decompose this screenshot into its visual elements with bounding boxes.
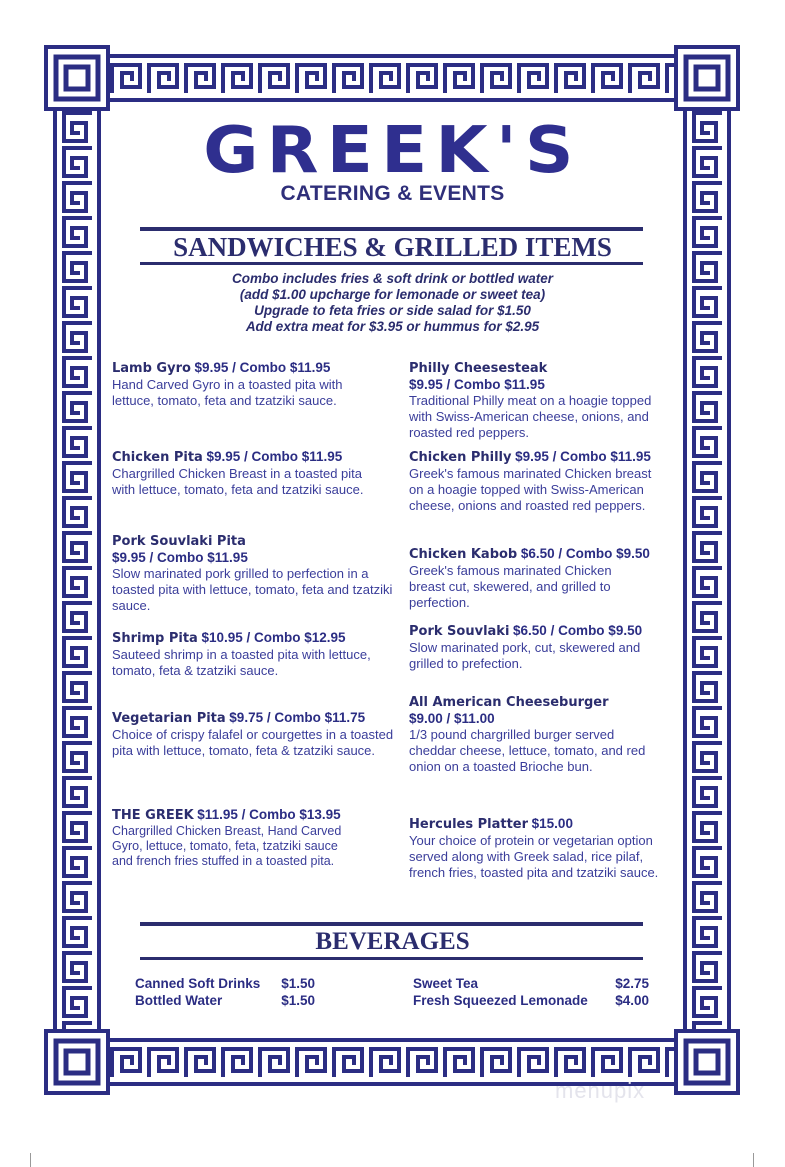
beverage-row xyxy=(135,975,315,992)
menu-item-all-american-cheeseburger xyxy=(409,695,679,775)
item-price: $9.95 / Combo $11.95 xyxy=(409,377,545,392)
beverage-row xyxy=(413,992,649,1009)
beverages-left xyxy=(135,975,315,1009)
beverage-name: Bottled Water xyxy=(135,993,223,1008)
corner-square-icon xyxy=(674,45,740,111)
divider xyxy=(140,262,643,265)
item-price: $15.00 xyxy=(531,816,573,831)
menu-item-chicken-philly xyxy=(409,449,679,514)
item-price: $11.95 / Combo $13.95 xyxy=(197,807,341,822)
item-description: Greek's famous marinated Chicken breast cut, skewered, and grilled to perfection. xyxy=(409,563,612,610)
menu-item-pork-souvlaki-pita xyxy=(112,534,397,614)
item-price: $6.50 / Combo $9.50 xyxy=(513,623,643,638)
brand-name: GREEK'S xyxy=(203,114,582,188)
item-price: $9.00 / $11.00 xyxy=(409,711,495,726)
item-name: THE GREEK xyxy=(112,808,194,823)
item-price: $9.95 / Combo $11.95 xyxy=(112,550,248,565)
item-name: Philly Cheesesteak xyxy=(409,361,548,376)
menu-item-pork-souvlaki xyxy=(409,623,679,672)
item-description: Greek's famous marinated Chicken breast on a hoagie topped with Swiss-American cheese, onions and roasted red peppers. xyxy=(409,466,652,513)
item-price: $10.95 / Combo $12.95 xyxy=(201,630,346,645)
item-price: $9.95 / Combo $11.95 xyxy=(515,449,651,464)
beverage-price: $1.50 xyxy=(281,993,315,1008)
menu-item-vegetarian-pita xyxy=(112,710,397,759)
beverage-price: $4.00 xyxy=(615,993,649,1008)
item-price: $9.75 / Combo $11.75 xyxy=(229,710,366,725)
menu-item-the-greek xyxy=(112,807,397,869)
divider xyxy=(140,957,643,960)
menu-item-chicken-kabob xyxy=(409,546,679,611)
corner-square-icon xyxy=(674,1029,740,1095)
brand-logo xyxy=(0,114,785,206)
item-name: Pork Souvlaki Pita xyxy=(112,534,246,549)
item-name: Lamb Gyro xyxy=(112,361,191,376)
watermark: menupix xyxy=(555,1078,646,1103)
divider xyxy=(140,922,643,926)
beverages-right xyxy=(413,975,649,1009)
item-description: Chargrilled Chicken Breast, Hand Carved Gyro, lettuce, tomato, feta, tzatziki sauce and french fries stuffed in a toasted pita. xyxy=(112,824,342,868)
item-name: All American Cheeseburger xyxy=(409,695,609,710)
beverage-row xyxy=(413,975,649,992)
item-description: Slow marinated pork, cut, skewered and grilled to prefection. xyxy=(409,640,641,671)
menu-item-hercules-platter xyxy=(409,816,679,881)
border-top xyxy=(109,53,675,103)
menu-item-chicken-pita xyxy=(112,449,397,498)
corner-square-icon xyxy=(44,45,110,111)
item-name: Chicken Pita xyxy=(112,450,203,465)
note-line: Add extra meat for $3.95 or hummus for $2.95 xyxy=(245,319,540,334)
item-price: $9.95 / Combo $11.95 xyxy=(206,449,343,464)
beverage-name: Fresh Squeezed Lemonade xyxy=(413,993,588,1008)
combo-notes xyxy=(0,271,785,335)
brand-subtitle: CATERING & EVENTS xyxy=(280,182,505,205)
crop-mark xyxy=(753,1153,754,1167)
item-name: Vegetarian Pita xyxy=(112,711,226,726)
menu-item-philly-cheesesteak xyxy=(409,361,679,441)
item-name: Pork Souvlaki xyxy=(409,624,510,639)
item-description: Choice of crispy falafel or courgettes in a toasted pita with lettuce, tomato, feta & tzatziki sauce. xyxy=(112,727,394,758)
item-description: Slow marinated pork grilled to perfection in a toasted pita with lettuce, tomato, feta and tzatziki sauce. xyxy=(112,566,393,613)
corner-square-icon xyxy=(44,1029,110,1095)
item-name: Chicken Kabob xyxy=(409,547,518,562)
crop-mark xyxy=(30,1153,31,1167)
note-line: Combo includes fries & soft drink or bottled water xyxy=(231,271,554,286)
item-description: Your choice of protein or vegetarian option served along with Greek salad, rice pilaf, french fries, toasted pita and tzatziki sauce. xyxy=(409,833,659,880)
section-title-beverages: BEVERAGES xyxy=(315,928,470,955)
item-description: Hand Carved Gyro in a toasted pita with lettuce, tomato, feta and tzatziki sauce. xyxy=(112,377,343,408)
item-name: Chicken Philly xyxy=(409,450,512,465)
item-description: 1/3 pound chargrilled burger served cheddar cheese, lettuce, tomato, and red onion on a toasted Brioche bun. xyxy=(409,727,646,774)
beverage-row xyxy=(135,992,315,1009)
item-description: Sauteed shrimp in a toasted pita with lettuce, tomato, feta & tzatziki sauce. xyxy=(112,647,371,678)
beverage-price: $2.75 xyxy=(615,976,649,991)
menu-item-shrimp-pita xyxy=(112,630,397,679)
beverage-name: Canned Soft Drinks xyxy=(135,976,261,991)
beverage-price: $1.50 xyxy=(281,976,315,991)
item-name: Hercules Platter xyxy=(409,817,529,832)
item-price: $9.95 / Combo $11.95 xyxy=(194,360,331,375)
item-description: Chargrilled Chicken Breast in a toasted pita with lettuce, tomato, feta and tzatziki sauce. xyxy=(112,466,364,497)
item-name: Shrimp Pita xyxy=(112,631,198,646)
note-line: (add $1.00 upcharge for lemonade or sweet tea) xyxy=(239,287,546,302)
divider xyxy=(140,227,643,231)
section-title-sandwiches: SANDWICHES & GRILLED ITEMS xyxy=(173,232,612,262)
menu-item-lamb-gyro xyxy=(112,360,397,409)
item-description: Traditional Philly meat on a hoagie topped with Swiss-American cheese, onions, and roasted red peppers. xyxy=(409,393,652,440)
item-price: $6.50 / Combo $9.50 xyxy=(520,546,650,561)
note-line: Upgrade to feta fries or side salad for $1.50 xyxy=(254,303,531,318)
beverage-name: Sweet Tea xyxy=(413,976,479,991)
